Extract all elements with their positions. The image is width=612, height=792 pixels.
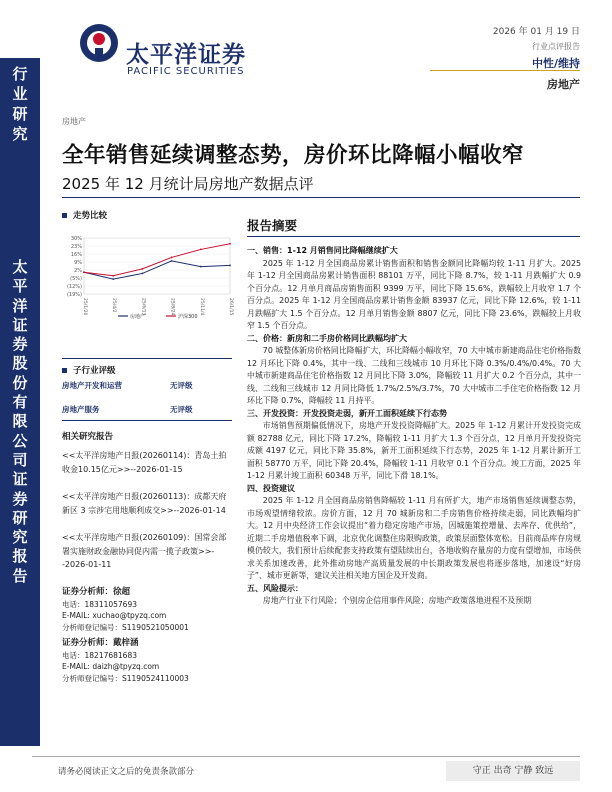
y-tick-label: 16% [70,252,82,258]
header-divider [430,70,580,71]
analyst-email[interactable]: E-MAIL: daizh@tpyzq.com [62,662,160,671]
summary-divider [247,236,580,237]
section-paragraph: 70 城整体新房价格同比降幅扩大，环比降幅小幅收窄，70 大中城市新建商品住宅价格指数 12 月环比下降 0.4%，其中一线、二线和三线城市 10 月环比下降 0.3%/0.4%/0.4%。70 大中城市新建商品住宅价格指数 12 月同比下降 3.0%，降幅较 11 月扩大 0.2 个百分点，其中一线、二线和三线城市 12 月同比降低 1.7%/2.5%/3.7%，70 大中城市二手住宅价格指数 12 月环比下降 0.7%，降幅较 11 月持平。 [247,346,581,405]
sub-rating-row [62,404,232,415]
title-divider [62,197,580,198]
analyst-phone: 电话：18217681683 [62,650,137,660]
page-subtitle: 2025 年 12 月统计局房地产数据点评 [62,175,314,193]
section-paragraph: 2025 年 1-12 月全国商品房销售降幅较 1-11 月有所扩大，地产市场销售延续调整态势，市场观望情绪较浓。房价方面，12 月 70 城新房和二手房销售价格持续走弱，同比跌幅均扩大。12 月中央经济工作会议提出“着力稳定房地产市场，因城施策控增量、去库存、优供给”，近期二手房增值税率下调，北京优化调整住房限购政策，政策层面整体宽松。目前商品库存房规模仍较大，我们预计后续配套支持政策有望陆续出台，各地收购存量房的力度有望增加，市场供求关系加速改善，此外推动房地产高质量发展的中长期政策发展也将逐步落地，加速设“好房子”、城市更新等，建议关注相关地方国企及开发商。 [247,496,581,580]
sub-rating-heading: 子行业评级 [62,364,116,376]
square-bullet-icon [62,213,67,218]
sub-rating-name: 房地产服务 [62,405,100,414]
data-point [200,266,202,268]
data-point [171,257,173,259]
trend-chart [58,232,234,324]
footer-disclaimer: 请务必阅读正文之后的免责条款部分 [58,767,195,777]
sidebar-bottom-text [0,258,40,586]
legend-label: 房地产 [130,314,146,320]
data-point [229,243,231,245]
data-point [83,271,85,273]
analyst-block [62,586,242,633]
trend-chart-svg [58,232,234,324]
legend-label: 沪深300 [178,314,198,320]
analyst-block [62,637,242,684]
section-paragraph: 房地产行业下行风险；个别房企信用事件风险；房地产政策落地进程不及预期 [262,596,532,605]
related-report-link[interactable]: <<太平洋房地产日报(20260114)：青岛土拍收金10.15亿元>>--2026-01-15 [62,451,227,474]
y-tick-label: 2% [74,268,82,274]
y-tick-label: (12%) [66,284,82,290]
sub-rating-value: 无评级 [170,405,193,414]
y-tick-label: 9% [74,260,82,266]
data-point [171,260,173,262]
footer-motto: 守正 出奇 宁静 致远 [446,761,580,781]
section-divider [62,358,232,359]
report-type: 行业点评报告 [532,42,580,51]
company-name-cn: 太平洋证券 [126,42,246,68]
section-heading: 五、风险提示： [247,583,303,593]
analyst-cert: 分析师登记编号：S1190524110003 [62,673,189,683]
section-heading: 三、开发投资：开发投资走弱，新开工面积延续下行态势 [247,408,447,418]
data-point [229,265,231,267]
analyst-email[interactable]: E-MAIL: xuchao@tpyzq.com [62,611,167,620]
summary-section [247,245,581,608]
y-tick-label: 30% [70,236,82,242]
sub-rating-value: 无评级 [170,381,193,390]
analyst-label: 证券分析师： [62,638,114,648]
breadcrumb: 房地产 [62,117,86,126]
data-point [112,278,114,280]
company-name-en: PACIFIC SECURITIES [127,66,245,77]
analyst-name: 徐超 [113,587,131,597]
y-tick-label: (19%) [66,292,82,298]
data-point [142,273,144,275]
report-date: 2026 年 01 月 19 日 [492,27,580,37]
page-title: 全年销售延续调整态势，房价环比降幅小幅收窄 [62,143,525,168]
x-tick-label: 25/11/4 [198,298,204,316]
sub-rating-name: 房地产开发和运营 [62,381,122,390]
sub-rating-row [62,380,232,391]
y-tick-label: (5%) [70,276,82,282]
sidebar-top-label: 行 业 研 究 [12,65,28,143]
analyst-cert: 分析师登记编号：S1190521050001 [62,622,189,632]
related-heading: 相关研究报告 [62,432,114,442]
analyst-label: 证券分析师： [62,587,114,597]
related-report-link[interactable]: <<太平洋房地产日报(20260113)：成都天府新区 3 宗涉宅用地顺利成交>>--2026-01-14 [62,492,227,515]
square-bullet-icon [62,368,67,373]
section-heading: 一、销售：1-12 月销售同比降幅继续扩大 [247,246,398,255]
sector-label: 房地产 [547,78,580,91]
sidebar-top-text [0,64,40,144]
data-point [200,249,202,251]
x-tick-label: 25/8/24 [169,298,175,316]
analyst-phone: 电话：18311057693 [62,599,137,609]
section-divider [62,420,232,421]
section-heading: 四、投资建议 [247,483,295,493]
x-tick-label: 26/1/15 [228,298,233,316]
section-heading: 二、价格：新房和二手房价格同比跌幅均扩大 [247,333,407,343]
company-logo-icon [78,22,120,64]
data-point [142,268,144,270]
x-tick-label: 25/1/20 [82,298,87,316]
analyst-name: 戴梓涵 [113,638,139,648]
y-tick-label: 23% [70,244,82,250]
section-paragraph: 市场销售预期偏低情况下，房地产开发投资降幅扩大。2025 年 1-12 月累计开发投资完成额 82788 亿元，同比下降 17.2%，降幅较 1-11 月扩大 1.3 个百分点，12 月单月开发投资完成额 4197 亿元，同比下降 35.8%，新开工面积延续下行态势，2025 年 1-12 月累计新开工面积 58770 万平，同比下降 20.4%，降幅较 1-11 月收窄 0.1 个百分点。竣工方面，2025 年 1-12 月累计竣工面积 60348 万平，同比下滑 18.1%。 [247,421,581,480]
footer-divider [32,756,580,757]
trend-heading: 走势比较 [62,209,107,221]
section-paragraph: 2025 年 1-12 月全国商品房累计销售面积和销售金额同比降幅均较 1-11 月扩大。2025 年 1-12 月全国商品房累计销售面积 88101 万平，同比下降 8.7%，较 1-11 月跌幅扩大 0.9 个百分点。12 月单月商品房销售面积 9399 万平，同比下降 15.6%，跌幅较上月收窄 1.7 个百分点。2025 年 1-12 月全国商品房累计销售金额 83937 亿元，同比下降 12.6%，较 1-11 月跌幅扩大 1.5 个百分点。12 月单月销售金额 8807 亿元，同比下降 23.6%，跌幅较上月收窄 1.5 个百分点。 [247,258,581,330]
related-report-link[interactable]: <<太平洋房地产日报(20260109)：国常会部署实施财政金融协同促内需一揽子政策>>--2026-01-11 [62,533,227,569]
x-tick-label: 25/4/2 [111,298,117,313]
series-line [84,244,230,276]
industry-rating: 中性/维持 [531,57,580,70]
data-point [112,275,114,277]
sidebar-bottom-label: 太 平 洋 证 券 股 份 有 限 公 司 证 券 研 究 报 告 [12,258,28,585]
summary-title: 报告摘要 [247,218,298,233]
x-tick-label: 25/6/13 [140,298,146,316]
